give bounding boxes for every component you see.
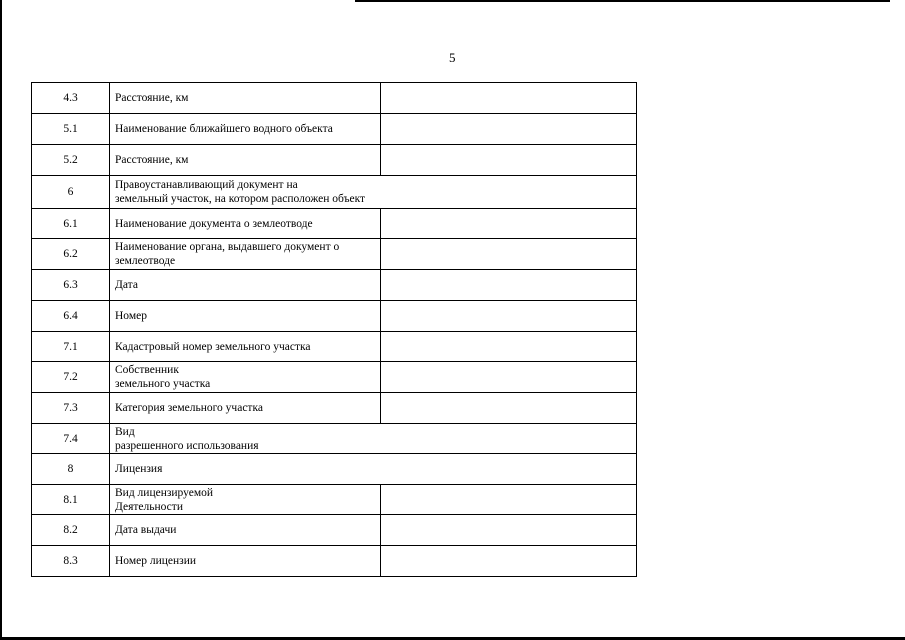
- row-label-line: Дата: [115, 279, 138, 291]
- row-label: [110, 393, 381, 424]
- row-value-field[interactable]: [381, 546, 637, 577]
- row-value-field[interactable]: [381, 332, 637, 362]
- row-label-line: землеотводе: [115, 255, 176, 267]
- table-row: [32, 546, 637, 577]
- row-label-line: Вид лицензируемой: [115, 486, 214, 499]
- row-value-field[interactable]: [381, 209, 637, 239]
- row-label: [110, 239, 381, 270]
- row-label-line: Наименование органа, выдавшего документ о: [115, 241, 340, 253]
- row-label: [110, 546, 381, 577]
- row-value-field[interactable]: [381, 485, 637, 515]
- row-label: [110, 485, 381, 515]
- row-label: [110, 454, 637, 485]
- row-label-line: Правоустанавливающий документ на: [115, 179, 298, 191]
- row-label: [110, 114, 381, 145]
- row-number: 8.2: [32, 515, 110, 546]
- row-number: 5.1: [32, 114, 110, 145]
- row-value-field[interactable]: [381, 515, 637, 546]
- row-label: [110, 209, 381, 239]
- row-number: 6.4: [32, 301, 110, 332]
- row-number: 7.3: [32, 393, 110, 424]
- row-value-field[interactable]: [381, 145, 637, 176]
- row-value-field[interactable]: [381, 393, 637, 424]
- table-row: [32, 239, 637, 270]
- row-number: 6.3: [32, 270, 110, 301]
- row-label-line: Собственник: [115, 364, 179, 376]
- row-label-line: Кадастровый номер земельного участка: [115, 340, 311, 353]
- row-label-line: Номер лицензии: [115, 555, 196, 567]
- row-number: 7.4: [32, 424, 110, 454]
- row-value-field[interactable]: [381, 239, 637, 270]
- row-number: 5.2: [32, 145, 110, 176]
- row-label: [110, 270, 381, 301]
- row-number: 8.3: [32, 546, 110, 577]
- row-label-line: Лицензия: [115, 463, 163, 475]
- row-label-line: Наименование ближайшего водного объекта: [115, 123, 333, 135]
- row-number: 6: [32, 176, 110, 209]
- table-row: [32, 83, 637, 114]
- row-number: 6.2: [32, 239, 110, 270]
- table-row: [32, 424, 637, 454]
- row-number: 8.1: [32, 485, 110, 515]
- table-row: [32, 393, 637, 424]
- row-label: [110, 515, 381, 546]
- row-label-line: Дата выдачи: [115, 524, 177, 536]
- row-label: [110, 176, 637, 209]
- table-row: [32, 301, 637, 332]
- page-edge-left: [0, 0, 2, 640]
- table-row: [32, 454, 637, 485]
- row-value-field[interactable]: [381, 114, 637, 145]
- row-label: [110, 145, 381, 176]
- row-value-field[interactable]: [381, 362, 637, 393]
- row-value-field[interactable]: [381, 301, 637, 332]
- table-row: [32, 145, 637, 176]
- row-number: 4.3: [32, 83, 110, 114]
- page-edge-top: [355, 0, 890, 2]
- row-number: 7.2: [32, 362, 110, 393]
- page-number: 5: [449, 50, 456, 65]
- row-number: 8: [32, 454, 110, 485]
- row-label-line: Расстояние, км: [115, 92, 189, 104]
- row-number: 7.1: [32, 332, 110, 362]
- row-label-line: Деятельности: [115, 500, 183, 513]
- row-label-line: Категория земельного участка: [115, 402, 263, 414]
- row-label: [110, 362, 381, 393]
- row-value-field[interactable]: [381, 270, 637, 301]
- table-row: [32, 270, 637, 301]
- row-label-line: земельного участка: [115, 378, 211, 390]
- table-row: [32, 515, 637, 546]
- table-row: [32, 176, 637, 209]
- table-row: [32, 114, 637, 145]
- table-row: [32, 332, 637, 362]
- row-label: [110, 424, 637, 454]
- table-row: [32, 209, 637, 239]
- table-row: [32, 485, 637, 515]
- row-number: 6.1: [32, 209, 110, 239]
- form-table: [31, 82, 637, 577]
- row-label-line: разрешенного использования: [115, 439, 259, 452]
- row-label-line: Вид: [115, 425, 135, 438]
- row-label-line: Номер: [115, 310, 147, 322]
- row-label-line: Наименование документа о землеотводе: [115, 217, 313, 230]
- row-value-field[interactable]: [381, 83, 637, 114]
- row-label-line: Расстояние, км: [115, 154, 189, 166]
- table-row: [32, 362, 637, 393]
- row-label-line: земельный участок, на котором расположен объект: [115, 193, 366, 205]
- row-label: [110, 332, 381, 362]
- table-body: [32, 83, 637, 577]
- row-label: [110, 83, 381, 114]
- row-label: [110, 301, 381, 332]
